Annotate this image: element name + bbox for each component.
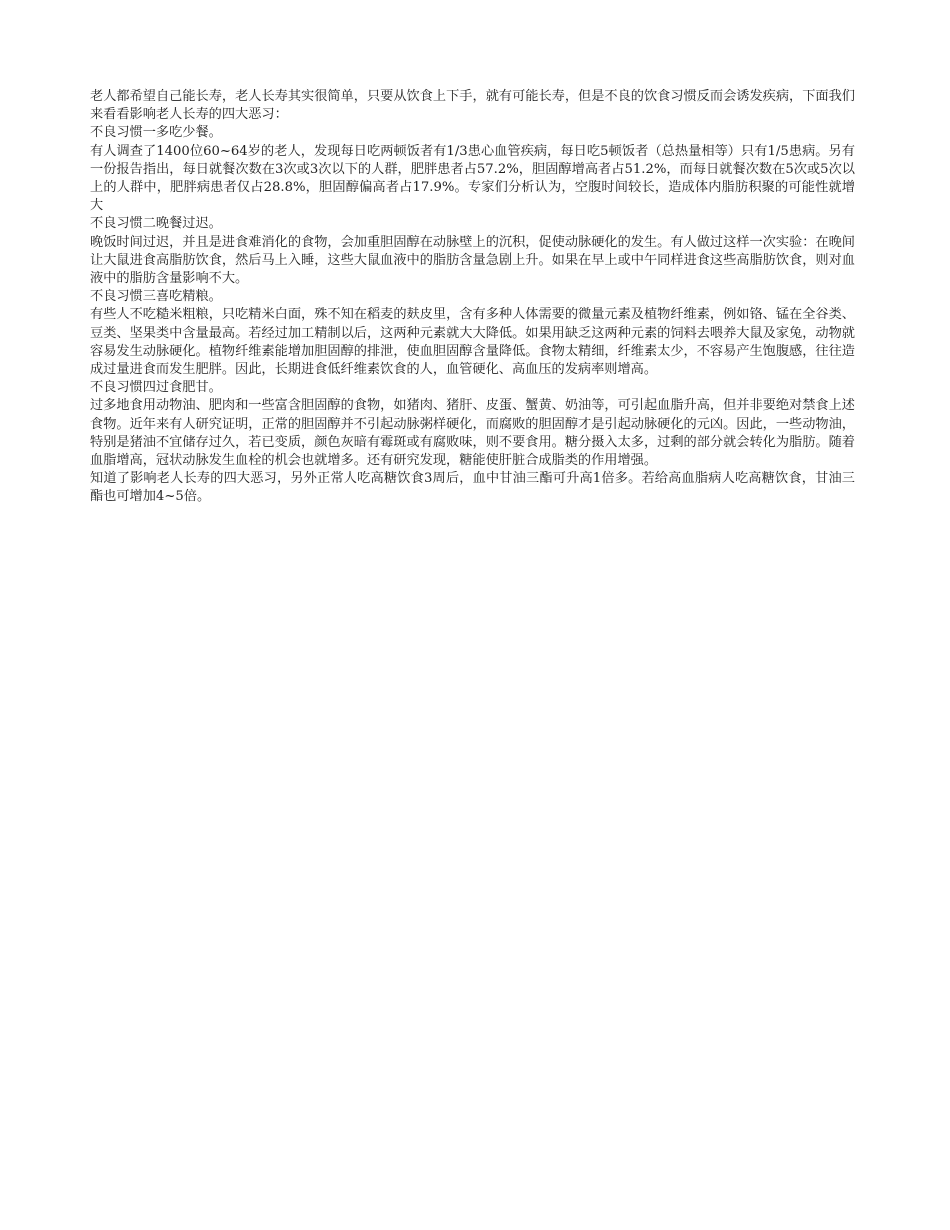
intro-paragraph: 老人都希望自己能长寿，老人长寿其实很简单，只要从饮食上下手，就有可能长寿，但是不良的饮食习惯反而会诱发疾病，下面我们来看看影响老人长寿的四大恶习： — [90, 89, 855, 123]
habit-one-paragraph: 有人调查了1400位60~64岁的老人，发现每日吃两顿饭者有1/3患心血管疾病，每日吃5顿饭者（总热量相等）只有1/5患病。另有一份报告指出，每日就餐次数在3次或3次以下的人群，肥胖患者占57.2%，胆固醇增高者占51.2%，而每日就餐次数在5次或5次以上的人群中，肥胖病患者仅占28.8%，胆固醇偏高者占17.9%。专家们分析认为，空腹时间较长，造成体内脂肪积聚的可能性就增大 — [90, 143, 855, 214]
habit-two-paragraph: 晚饭时间过迟，并且是进食难消化的食物，会加重胆固醇在动脉壁上的沉积，促使动脉硬化的发生。有人做过这样一次实验：在晚间让大鼠进食高脂肪饮食，然后马上入睡，这些大鼠血液中的脂肪含量急剧上升。如果在早上或中午同样进食这些高脂肪饮食，则对血液中的脂肪含量影响不大。 — [90, 234, 855, 287]
habit-four-heading: 不良习惯四过食肥甘。 — [90, 380, 222, 396]
habit-three-heading: 不良习惯三喜吃精粮。 — [90, 289, 222, 305]
habit-three-paragraph: 有些人不吃糙米粗粮，只吃精米白面，殊不知在稻麦的麸皮里，含有多种人体需要的微量元素及植物纤维素，例如铬、锰在全谷类、豆类、坚果类中含量最高。若经过加工精制以后，这两种元素就大大降低。如果用缺乏这两种元素的饲料去喂养大鼠及家兔，动物就容易发生动脉硬化。植物纤维素能增加胆固醇的排泄，使血胆固醇含量降低。食物太精细，纤维素太少，不容易产生饱腹感，往往造成过量进食而发生肥胖。因此，长期进食低纤维素饮食的人，血管硬化、高血压的发病率则增高。 — [90, 307, 855, 378]
habit-four-paragraph: 过多地食用动物油、肥肉和一些富含胆固醇的食物，如猪肉、猪肝、皮蛋、蟹黄、奶油等，可引起血脂升高，但并非要绝对禁食上述食物。近年来有人研究证明，正常的胆固醇并不引起动脉粥样硬化，而腐败的胆固醇才是引起动脉硬化的元凶。因此，一些动物油，特别是猪油不宜储存过久，若已变质，颜色灰暗有霉斑或有腐败味，则不要食用。糖分摄入太多，过剩的部分就会转化为脂肪。随着血脂增高，冠状动脉发生血栓的机会也就增多。还有研究发现，糖能使肝脏合成脂类的作用增强。 — [90, 398, 855, 469]
habit-two-heading: 不良习惯二晚餐过迟。 — [90, 216, 222, 232]
conclusion-paragraph: 知道了影响老人长寿的四大恶习，另外正常人吃高糖饮食3周后，血中甘油三酯可升高1倍多。若给高血脂病人吃高糖饮食，甘油三酯也可增加4~5倍。 — [90, 471, 855, 505]
habit-one-heading: 不良习惯一多吃少餐。 — [90, 125, 222, 141]
document-body — [90, 88, 855, 507]
